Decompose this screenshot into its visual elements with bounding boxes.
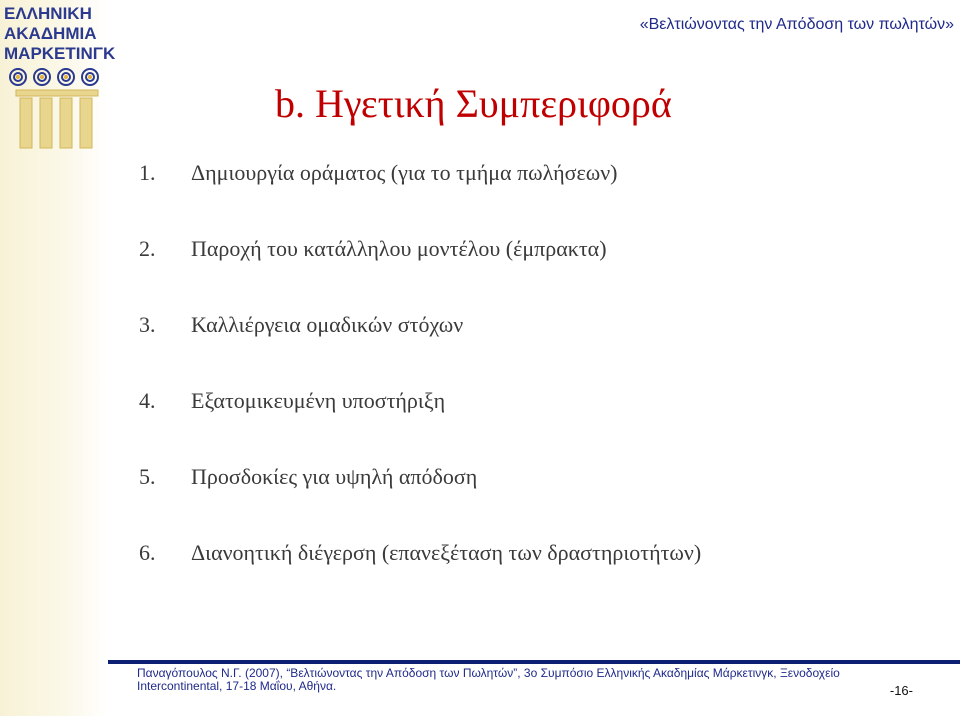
item-number: 2. [139,236,156,261]
item-text: Εξατομικευμένη υποστήριξη [191,388,446,413]
item-text: Προσδοκίες για υψηλή απόδοση [191,464,478,489]
logo-line-3: ΜΑΡΚΕΤΙΝΓΚ [4,44,116,63]
logo-line-2: ΑΚΑΔΗΜΙΑ [4,24,97,43]
item-number: 1. [139,160,156,185]
item-text: Διανοητική διέγερση (επανεξέταση των δραστηριοτήτων) [191,540,702,565]
footer-citation-line-2: Intercontinental, 17-18 Μαΐου, Αθήνα. [137,679,337,693]
item-text: Παροχή του κατάλληλου μοντέλου (έμπρακτα) [191,236,607,261]
logo-line-1: ΕΛΛΗΝΙΚΗ [4,4,92,23]
spiral-ornament-icon [6,66,106,88]
footer-divider [108,660,960,664]
page-number: -16- [889,683,913,698]
footer-citation [137,666,840,693]
greek-columns-icon [14,88,100,150]
item-number: 6. [139,540,156,565]
footer-citation-line-1: Παναγόπουλος Ν.Γ. (2007), “Βελτιώνοντας την Απόδοση των Πωλητών”, 3ο Συμπόσιο Ελληνικής Ακαδημίας Μάρκετινγκ, Ξενοδοχείο [137,666,840,680]
slide-title: b. Ηγετική Συμπεριφορά [275,81,672,126]
item-number: 4. [139,388,156,413]
header-tagline: «Βελτιώνοντας την Απόδοση των πωλητών» [639,16,954,33]
academy-logo [4,4,116,154]
item-number: 5. [139,464,156,489]
item-text: Καλλιέργεια ομαδικών στόχων [191,312,464,337]
item-number: 3. [139,312,156,337]
item-text: Δημιουργία οράματος (για το τμήμα πωλήσεων) [191,160,618,185]
